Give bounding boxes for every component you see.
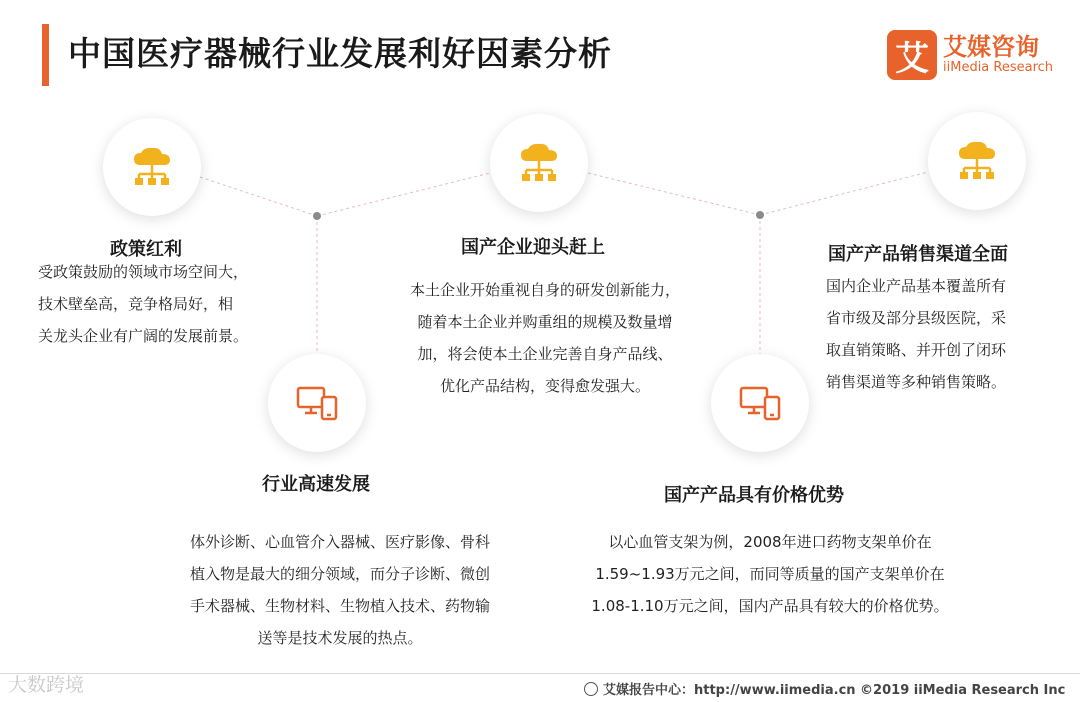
channel-line: 销售渠道等多种销售策略。 <box>826 373 1007 391</box>
connector-dot <box>313 212 321 220</box>
policy-line: 受政策鼓励的领域市场空间大， <box>38 263 249 281</box>
channel-line: 国内企业产品基本覆盖所有 <box>826 277 1007 295</box>
policy-title: 政策红利 <box>110 239 182 260</box>
logo-mark: 艾 <box>887 30 937 80</box>
network-hierarchy-icon <box>955 141 999 181</box>
policy-line: 技术壁垒高，竞争格局好，相 <box>38 295 234 313</box>
policy-line: 关龙头企业有广阔的发展前景。 <box>38 327 249 345</box>
policy-body <box>38 256 288 352</box>
logo-name-en: iiMedia Research <box>943 60 1054 75</box>
connector-line <box>200 177 317 216</box>
price-title: 国产产品具有价格优势 <box>664 485 844 506</box>
domestic-title: 国产企业迎头赶上 <box>461 237 605 258</box>
connector-line <box>588 173 760 215</box>
channel-title: 国产产品销售渠道全面 <box>828 244 1008 265</box>
domestic-icon-circle <box>490 114 588 212</box>
devices-icon <box>295 385 339 421</box>
growth-line: 送等是技术发展的热点。 <box>257 629 423 647</box>
domestic-line: 加，将会使本土企业完善自身产品线、 <box>417 345 673 363</box>
growth-body <box>150 526 530 654</box>
policy-icon-circle <box>103 118 201 216</box>
price-line: 1.59~1.93万元之间，而同等质量的国产支架单价在 <box>595 565 945 583</box>
price-icon-circle <box>711 354 809 452</box>
connector-line <box>317 173 490 216</box>
domestic-line: 本土企业开始重视自身的研发创新能力， <box>409 281 680 299</box>
devices-icon <box>738 385 782 421</box>
network-hierarchy-icon <box>130 147 174 187</box>
connector-dot <box>756 211 764 219</box>
domestic-line: 随着本土企业并购重组的规模及数量增 <box>417 313 673 331</box>
connector-line <box>760 172 928 215</box>
growth-line: 体外诊断、心血管介入器械、医疗影像、骨科 <box>189 533 490 551</box>
network-hierarchy-icon <box>517 143 561 183</box>
channel-body <box>826 270 1066 398</box>
price-body <box>560 526 980 622</box>
growth-line: 植入物是最大的细分领域，而分子诊断、微创 <box>189 565 490 583</box>
footer-source-text: 艾媒报告中心：http://www.iimedia.cn ©2019 iiMedia Research Inc <box>603 683 1066 698</box>
growth-line: 手术器械、生物材料、生物植入技术、药物输 <box>189 597 490 615</box>
price-line: 以心血管支架为例，2008年进口药物支架单价在 <box>608 533 932 551</box>
domestic-body <box>365 274 725 402</box>
price-line: 1.08-1.10万元之间，国内产品具有较大的价格优势。 <box>591 597 949 615</box>
page-title: 中国医疗器械行业发展利好因素分析 <box>68 34 612 73</box>
domestic-line: 优化产品结构，变得愈发强大。 <box>439 377 650 395</box>
channel-line: 省市级及部分县级医院，采 <box>826 309 1007 327</box>
watermark: 大数跨境 <box>8 674 85 696</box>
channel-icon-circle <box>928 112 1026 210</box>
growth-icon-circle <box>268 354 366 452</box>
growth-title: 行业高速发展 <box>262 474 370 495</box>
footer-source <box>584 679 1065 698</box>
footer-divider <box>0 673 1080 674</box>
globe-icon <box>584 682 598 696</box>
channel-line: 取直销策略、并开创了闭环 <box>826 341 1007 359</box>
logo-name-cn: 艾媒咨询 <box>943 33 1039 61</box>
